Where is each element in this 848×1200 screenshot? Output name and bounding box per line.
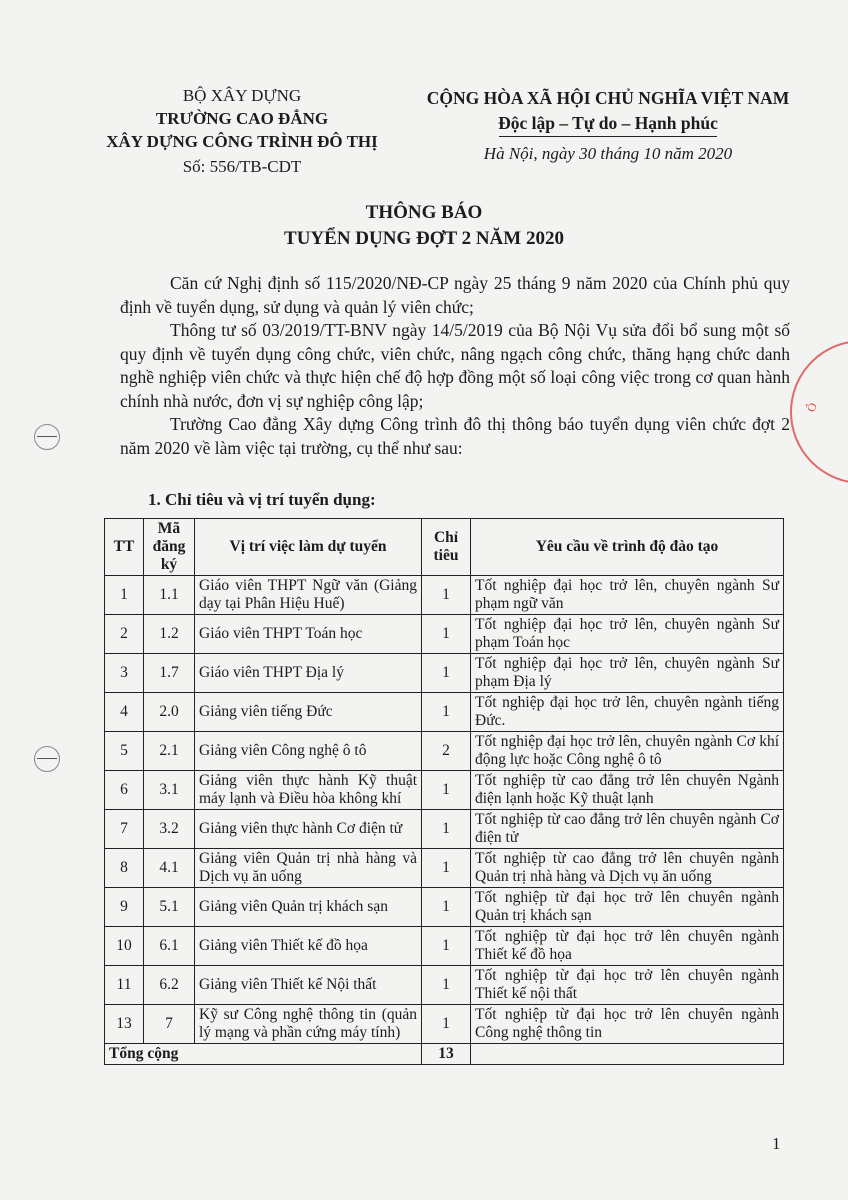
page-number: 1 <box>772 1134 781 1153</box>
cell-chitieu: 1 <box>422 810 471 849</box>
cell-tt: 9 <box>105 888 144 927</box>
recruitment-table <box>104 518 784 1065</box>
cell-tt: 6 <box>105 771 144 810</box>
cell-ma: 5.1 <box>144 888 195 927</box>
cell-chitieu: 1 <box>422 654 471 693</box>
cell-ma: 2.0 <box>144 693 195 732</box>
cell-yeucau: Tốt nghiệp đại học trở lên, chuyên ngành Sư phạm Toán học <box>471 615 784 654</box>
cell-vitri: Giảng viên thực hành Cơ điện tử <box>195 810 422 849</box>
header-ma: Mã đăng ký <box>144 519 195 576</box>
cell-vitri: Giảng viên Công nghệ ô tô <box>195 732 422 771</box>
punch-hole-top <box>34 424 60 450</box>
cell-chitieu: 1 <box>422 849 471 888</box>
header-chitieu: Chỉ tiêu <box>422 519 471 576</box>
cell-yeucau: Tốt nghiệp từ cao đẳng trở lên chuyên ngành Quản trị nhà hàng và Dịch vụ ăn uống <box>471 849 784 888</box>
cell-vitri: Giảng viên Thiết kế đồ họa <box>195 927 422 966</box>
document-title: THÔNG BÁO <box>365 202 483 223</box>
school-name-line1: TRƯỜNG CAO ĐẲNG <box>155 109 329 128</box>
cell-chitieu: 1 <box>422 693 471 732</box>
cell-chitieu: 1 <box>422 966 471 1005</box>
table-row <box>105 771 784 810</box>
table-row <box>105 693 784 732</box>
issue-date: Hà Nội, ngày 30 tháng 10 năm 2020 <box>483 144 733 163</box>
document-subtitle: TUYỂN DỤNG ĐỢT 2 NĂM 2020 <box>284 228 564 249</box>
cell-ma: 2.1 <box>144 732 195 771</box>
cell-tt: 11 <box>105 966 144 1005</box>
cell-yeucau: Tốt nghiệp đại học trở lên, chuyên ngành Sư phạm Địa lý <box>471 654 784 693</box>
cell-yeucau: Tốt nghiệp từ cao đẳng trở lên chuyên Ngành điện lạnh hoặc Kỹ thuật lạnh <box>471 771 784 810</box>
cell-vitri: Giáo viên THPT Địa lý <box>195 654 422 693</box>
motto-underline <box>499 136 717 137</box>
table-row <box>105 615 784 654</box>
paragraph-announcement: Trường Cao đẳng Xây dựng Công trình đô thị thông báo tuyển dụng viên chức đợt 2 năm 2020 về làm việc tại trường, cụ thể như sau: <box>120 414 790 458</box>
cell-chitieu: 1 <box>422 615 471 654</box>
total-value: 13 <box>422 1044 471 1065</box>
cell-vitri: Giảng viên Quản trị nhà hàng và Dịch vụ ăn uống <box>195 849 422 888</box>
document-number: Số: 556/TB-CDT <box>182 157 302 176</box>
issuer-header <box>92 84 392 178</box>
cell-chitieu: 1 <box>422 576 471 615</box>
nation-name: CỘNG HÒA XÃ HỘI CHỦ NGHĨA VIỆT NAM <box>426 88 790 108</box>
cell-tt: 3 <box>105 654 144 693</box>
cell-tt: 4 <box>105 693 144 732</box>
cell-ma: 1.2 <box>144 615 195 654</box>
paragraph-legal-basis-2: Thông tư số 03/2019/TT-BNV ngày 14/5/2019 của Bộ Nội Vụ sửa đổi bổ sung một số quy định về tuyển dụng công chức, viên chức, nâng ngạch công chức, thăng hạng chức danh nghề nghiệp viên chức và thực hiện chế độ hợp đồng một số loại công việc trong cơ quan hành chính nhà nước, đơn vị sự nghiệp công lập; <box>120 320 790 411</box>
cell-vitri: Kỹ sư Công nghệ thông tin (quản lý mạng và phần cứng máy tính) <box>195 1005 422 1044</box>
cell-vitri: Giảng viên thực hành Kỹ thuật máy lạnh và Điều hòa không khí <box>195 771 422 810</box>
table-row <box>105 849 784 888</box>
cell-yeucau: Tốt nghiệp từ đại học trở lên chuyên ngành Công nghệ thông tin <box>471 1005 784 1044</box>
table-row <box>105 888 784 927</box>
cell-tt: 13 <box>105 1005 144 1044</box>
header-yeucau: Yêu cầu về trình độ đào tạo <box>471 519 784 576</box>
cell-yeucau: Tốt nghiệp từ đại học trở lên chuyên ngành Thiết kế đồ họa <box>471 927 784 966</box>
cell-ma: 3.1 <box>144 771 195 810</box>
table-row <box>105 576 784 615</box>
table-row <box>105 732 784 771</box>
cell-chitieu: 2 <box>422 732 471 771</box>
cell-ma: 1.7 <box>144 654 195 693</box>
table-row <box>105 810 784 849</box>
cell-ma: 3.2 <box>144 810 195 849</box>
total-empty-cell <box>471 1044 784 1065</box>
section-heading: 1. Chỉ tiêu và vị trí tuyển dụng: <box>148 490 376 509</box>
table-row <box>105 966 784 1005</box>
cell-yeucau: Tốt nghiệp từ đại học trở lên chuyên ngành Quản trị khách sạn <box>471 888 784 927</box>
cell-yeucau: Tốt nghiệp từ đại học trở lên chuyên ngành Thiết kế nội thất <box>471 966 784 1005</box>
cell-ma: 6.2 <box>144 966 195 1005</box>
table-header-row <box>105 519 784 576</box>
cell-vitri: Giảng viên tiếng Đức <box>195 693 422 732</box>
national-motto: Độc lập – Tự do – Hạnh phúc <box>498 113 718 133</box>
cell-tt: 1 <box>105 576 144 615</box>
cell-vitri: Giáo viên THPT Toán học <box>195 615 422 654</box>
cell-tt: 10 <box>105 927 144 966</box>
paragraph-legal-basis-1: Căn cứ Nghị định số 115/2020/NĐ-CP ngày 25 tháng 9 năm 2020 của Chính phủ quy định về tuyển dụng, sử dụng và quản lý viên chức; <box>120 273 790 317</box>
cell-vitri: Giáo viên THPT Ngữ văn (Giảng dạy tại Phân Hiệu Huế) <box>195 576 422 615</box>
header-tt: TT <box>105 519 144 576</box>
cell-tt: 5 <box>105 732 144 771</box>
cell-yeucau: Tốt nghiệp từ cao đẳng trở lên chuyên ngành Cơ điện tử <box>471 810 784 849</box>
cell-chitieu: 1 <box>422 1005 471 1044</box>
national-header <box>408 86 808 166</box>
total-label: Tổng cộng <box>105 1044 422 1065</box>
school-name-line2: XÂY DỰNG CÔNG TRÌNH ĐÔ THỊ <box>106 132 378 151</box>
cell-yeucau: Tốt nghiệp đại học trở lên, chuyên ngành tiếng Đức. <box>471 693 784 732</box>
cell-vitri: Giảng viên Thiết kế Nội thất <box>195 966 422 1005</box>
cell-yeucau: Tốt nghiệp đại học trở lên, chuyên ngành Sư phạm ngữ văn <box>471 576 784 615</box>
cell-tt: 2 <box>105 615 144 654</box>
table-row <box>105 654 784 693</box>
table-row <box>105 1005 784 1044</box>
cell-ma: 4.1 <box>144 849 195 888</box>
cell-chitieu: 1 <box>422 888 471 927</box>
cell-tt: 7 <box>105 810 144 849</box>
cell-vitri: Giảng viên Quản trị khách sạn <box>195 888 422 927</box>
red-seal-stamp: Ô <box>790 340 848 484</box>
cell-ma: 7 <box>144 1005 195 1044</box>
table-total-row <box>105 1044 784 1065</box>
punch-hole-bottom <box>34 746 60 772</box>
cell-yeucau: Tốt nghiệp đại học trở lên, chuyên ngành Cơ khí động lực hoặc Công nghệ ô tô <box>471 732 784 771</box>
header-vitri: Vị trí việc làm dự tuyển <box>195 519 422 576</box>
body-text <box>120 272 790 460</box>
ministry-name: BỘ XÂY DỰNG <box>182 86 302 105</box>
table-row <box>105 927 784 966</box>
cell-ma: 6.1 <box>144 927 195 966</box>
cell-chitieu: 1 <box>422 771 471 810</box>
cell-chitieu: 1 <box>422 927 471 966</box>
cell-tt: 8 <box>105 849 144 888</box>
cell-ma: 1.1 <box>144 576 195 615</box>
